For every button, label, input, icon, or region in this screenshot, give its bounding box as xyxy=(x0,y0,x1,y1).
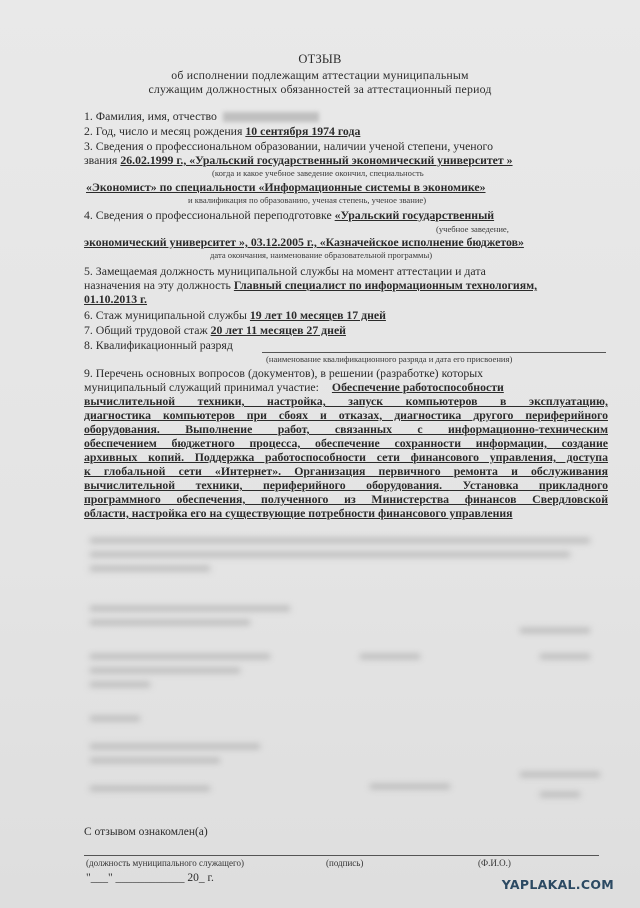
field-3-label: 3. Сведения о профессиональном образовании, наличии ученой степени, ученого xyxy=(84,139,493,153)
field-3-value-2: «Экономист» по специальности «Информационные системы в экономике» xyxy=(86,180,486,194)
field-4-value-2: экономический университет », 03.12.2005 г., «Казначейское исполнение бюджетов» xyxy=(84,235,524,249)
field-4-value: «Уральский государственный xyxy=(334,208,495,222)
field-4 xyxy=(84,208,608,222)
redacted-name xyxy=(223,112,319,122)
field-3-hint-1: (когда и какое учебное заведение окончил, специальность xyxy=(212,168,424,178)
field-8-underline xyxy=(262,352,606,353)
document-subtitle-2: служащим должностных обязанностей за аттестационный период xyxy=(148,82,492,96)
field-9-row1 xyxy=(84,380,608,394)
field-3-label2: звания xyxy=(84,153,118,167)
document-title: ОТЗЫВ xyxy=(298,52,342,66)
field-1-label: 1. Фамилия, имя, отчество xyxy=(84,109,217,123)
field-5 xyxy=(84,278,608,292)
redacted-blurred-region xyxy=(70,532,610,807)
field-2-value: 10 сентября 1974 года xyxy=(245,124,361,138)
field-8 xyxy=(84,338,608,352)
field-9-line-5: архивных копий. Поддержка работоспособности сети финансового управления, доступа xyxy=(84,450,608,464)
field-3-hint-2: и квалификация по образованию, ученая степень, ученое звание) xyxy=(188,195,427,205)
field-7-label: 7. Общий трудовой стаж xyxy=(84,323,208,337)
field-8-label: 8. Квалификационный разряд xyxy=(84,338,233,352)
field-5-value-2: 01.10.2013 г. xyxy=(84,292,148,306)
date-quote-close: " xyxy=(107,872,113,884)
signature-hint: (подпись) xyxy=(326,858,364,868)
watermark: YAPLAKAL.COM xyxy=(501,877,614,892)
date-quote-open: " xyxy=(86,872,91,884)
field-9-line-4: обеспечением бюджетного процесса, обеспечение сохранности информации, создание xyxy=(84,436,608,450)
field-1 xyxy=(84,109,608,123)
field-5-label2: назначения на эту должность xyxy=(84,278,231,292)
field-3-row2 xyxy=(86,180,610,194)
field-4-row2 xyxy=(84,235,608,249)
acquainted-label: С отзывом ознакомлен(а) xyxy=(84,826,208,838)
field-7 xyxy=(84,323,608,337)
field-3 xyxy=(84,153,608,167)
date-year: 20_ г. xyxy=(187,872,214,884)
field-4-hint-1: (учебное заведение, xyxy=(436,224,509,234)
field-9-label2: муниципальный служащий принимал участие: xyxy=(84,380,319,394)
field-4-label: 4. Сведения о профессиональной переподготовке xyxy=(84,208,332,222)
field-9-line-8: программного обеспечения, полученного из Министерства финансов Свердловской xyxy=(84,492,608,506)
date-day-blank: ___ xyxy=(90,872,108,884)
field-4-hint-2: дата окончания, наименование образовательной программы) xyxy=(210,250,433,260)
field-2-label: 2. Год, число и месяц рождения xyxy=(84,124,243,138)
fio-hint: (Ф.И.О.) xyxy=(478,858,511,868)
field-6-value: 19 лет 10 месяцев 17 дней xyxy=(249,308,386,322)
field-9-line-0: Обеспечение работоспособности xyxy=(331,380,504,394)
field-3-value: 26.02.1999 г., «Уральский государственный экономический университет » xyxy=(120,153,513,167)
field-7-value: 20 лет 11 месяцев 27 дней xyxy=(210,323,346,337)
field-8-hint: (наименование квалификационного разряда и дата его присвоения) xyxy=(266,354,513,364)
field-9-line-2: диагностика компьютеров при сбоях и отказах, диагностика другого периферийного xyxy=(84,408,608,422)
field-9-line-3: оборудования. Выполнение работ, связанных с информационно-техническим xyxy=(84,422,608,436)
field-9-label: 9. Перечень основных вопросов (документов), в решении (разработке) которых xyxy=(84,366,484,380)
footer-signature-line xyxy=(84,855,599,856)
field-9-line-7: вычислительной техники, периферийного оборудования. Установка прикладного xyxy=(84,478,608,492)
document-subtitle-1: об исполнении подлежащим аттестации муниципальным xyxy=(171,68,469,82)
field-5-label: 5. Замещаемая должность муниципальной службы на момент аттестации и дата xyxy=(84,264,486,278)
field-9-line-6: к глобальной сети «Интернет». Организация первичного ремонта и обслуживания xyxy=(84,464,608,478)
field-5-row2 xyxy=(84,292,608,306)
date-month-blank: ____________ xyxy=(115,872,185,884)
field-5-value: Главный специалист по информационным технологиям, xyxy=(233,278,538,292)
field-6 xyxy=(84,308,608,322)
date-line xyxy=(86,872,214,884)
field-9-line-9: области, настройка его на существующие потребности финансового управления xyxy=(84,506,513,520)
field-9-line-1: вычислительной техники, настройка, запуск компьютеров в эксплуатацию, xyxy=(84,394,608,408)
position-hint: (должность муниципального служащего) xyxy=(86,858,244,868)
field-6-label: 6. Стаж муниципальной службы xyxy=(84,308,247,322)
field-2 xyxy=(84,124,608,138)
